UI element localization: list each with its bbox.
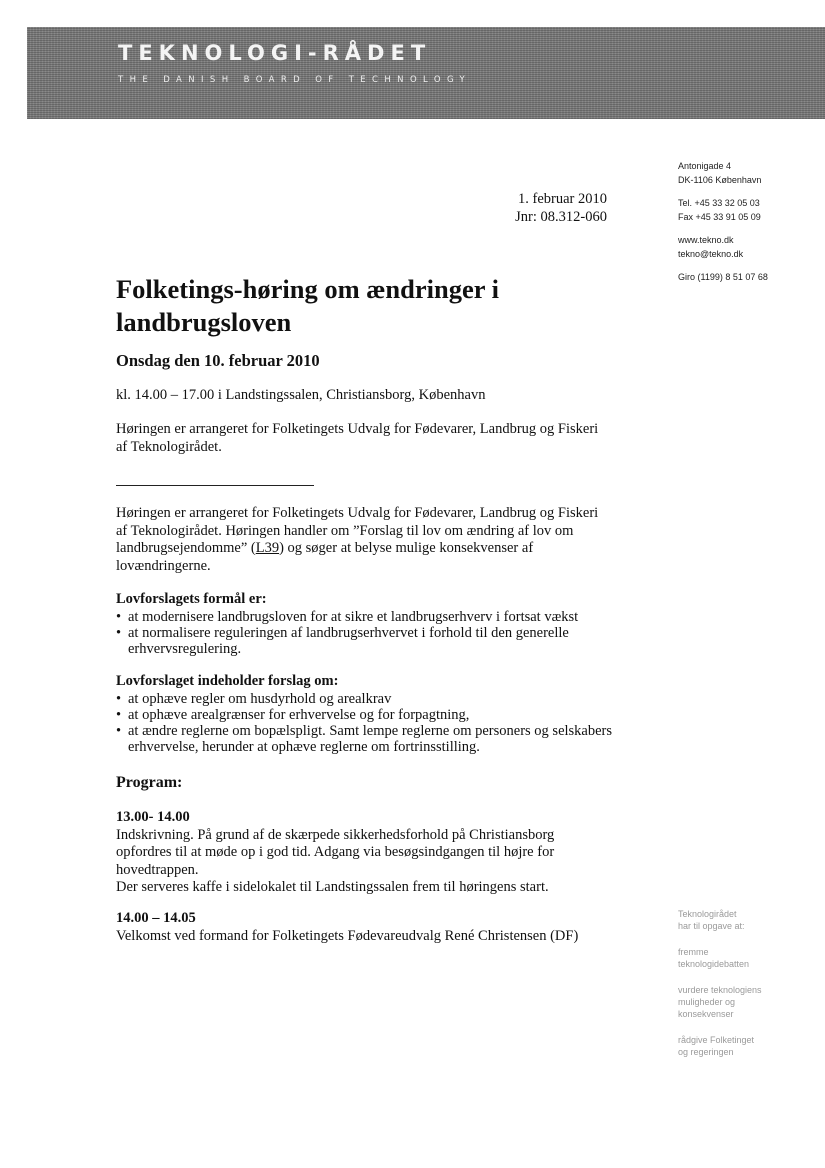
- list-item: • at normalisere reguleringen af landbrugserhvervet i forhold til den generelle erhvervsregulering.: [116, 624, 569, 657]
- slot-time: 14.00 – 14.05: [116, 910, 196, 926]
- mission-item: muligheder og: [678, 997, 736, 1007]
- mission-item: og regeringen: [678, 1047, 734, 1057]
- program-heading: Program:: [116, 774, 183, 791]
- contents-section: [116, 673, 616, 755]
- time-place-line: kl. 14.00 – 17.00 i Landstingssalen, Christiansborg, København: [116, 387, 486, 403]
- bullet-icon: •: [116, 690, 122, 707]
- mission-item: rådgive Folketinget: [678, 1035, 755, 1045]
- slot-text: Velkomst ved formand for Folketingets Fødevareudvalg René Christensen (DF): [116, 927, 579, 944]
- purpose-heading: Lovforslagets formål er:: [116, 591, 267, 607]
- contents-list: [116, 691, 616, 755]
- list-item: • at ændre reglerne om bopælspligt. Samt lempe reglerne om personers og selskabers erhvervelse, herunder at ophæve reglerne om fortrinsstilling.: [116, 722, 613, 755]
- intro-paragraph: Høringen er arrangeret for Folketingets Udvalg for Fødevarer, Landbrug og Fiskeri af Teknologirådet.: [116, 421, 599, 455]
- document-date: 1. februar 2010: [518, 191, 607, 207]
- list-item: • at modernisere landbrugsloven for at sikre et landbrugserhverv i fortsat vækst: [116, 608, 579, 625]
- bullet-icon: •: [116, 608, 122, 625]
- mission-heading: har til opgave at:: [678, 921, 745, 931]
- contact-block: [678, 160, 818, 285]
- event-date-heading: Onsdag den 10. februar 2010: [116, 351, 320, 370]
- bullet-icon: •: [116, 624, 122, 641]
- journal-number: Jnr: 08.312-060: [515, 209, 607, 225]
- document-title: Folketings-høring om ændringer i landbrugsloven: [116, 274, 500, 337]
- mission-heading: Teknologirådet: [678, 909, 737, 919]
- slot-time: 13.00- 14.00: [116, 809, 190, 825]
- fax-number: Fax +45 33 91 05 09: [678, 211, 761, 222]
- bullet-icon: •: [116, 722, 122, 739]
- body-text: ) og søger at belyse mulige konsekvenser af lovændringerne.: [116, 540, 534, 574]
- org-logo-title: TEKNOLOGI-RÅDET: [118, 41, 432, 65]
- contents-heading: Lovforslaget indeholder forslag om:: [116, 673, 339, 689]
- slot-text: Der serveres kaffe i sidelokalet til Landstingssalen frem til høringens start.: [116, 879, 549, 895]
- email-link[interactable]: tekno@tekno.dk: [678, 248, 744, 259]
- slot-text: Indskrivning. På grund af de skærpede sikkerhedsforhold på Christiansborg opfordres til at møde op i god tid. Adgang via besøgsindgangen til højre for hovedtrappen.: [116, 826, 555, 878]
- mission-item: konsekvenser: [678, 1009, 734, 1019]
- mission-block: [678, 908, 818, 1072]
- program-slot: [116, 910, 616, 945]
- list-item: • at ophæve regler om husdyrhold og arealkrav: [116, 690, 392, 707]
- bullet-icon: •: [116, 706, 122, 723]
- body-paragraph: [116, 505, 611, 575]
- org-logo-subtitle: THE DANISH BOARD OF TECHNOLOGY: [118, 75, 472, 85]
- date-block: [480, 190, 607, 226]
- purpose-list: [116, 609, 616, 657]
- address-line: DK-1106 København: [678, 174, 762, 185]
- list-item: • at ophæve arealgrænser for erhvervelse og for forpagtning,: [116, 706, 470, 723]
- bill-link[interactable]: L39: [255, 540, 280, 556]
- giro-number: Giro (1199) 8 51 07 68: [678, 272, 768, 282]
- body-text: Høringen er arrangeret for Folketingets Udvalg for Fødevarer, Landbrug og Fiskeri af Teknologirådet. Høringen handler om ”Forslag til lov om ændring af lov om landbrugsejendomme” (: [116, 505, 599, 556]
- mission-item: teknologidebatten: [678, 959, 750, 969]
- divider: [116, 485, 314, 486]
- purpose-section: [116, 591, 616, 657]
- phone-number: Tel. +45 33 32 05 03: [678, 198, 760, 208]
- mission-item: vurdere teknologiens: [678, 985, 762, 995]
- address-line: Antonigade 4: [678, 161, 732, 171]
- website-link[interactable]: www.tekno.dk: [678, 235, 734, 245]
- program-slot: [116, 809, 611, 897]
- header-banner: [27, 27, 825, 119]
- mission-item: fremme: [678, 947, 709, 957]
